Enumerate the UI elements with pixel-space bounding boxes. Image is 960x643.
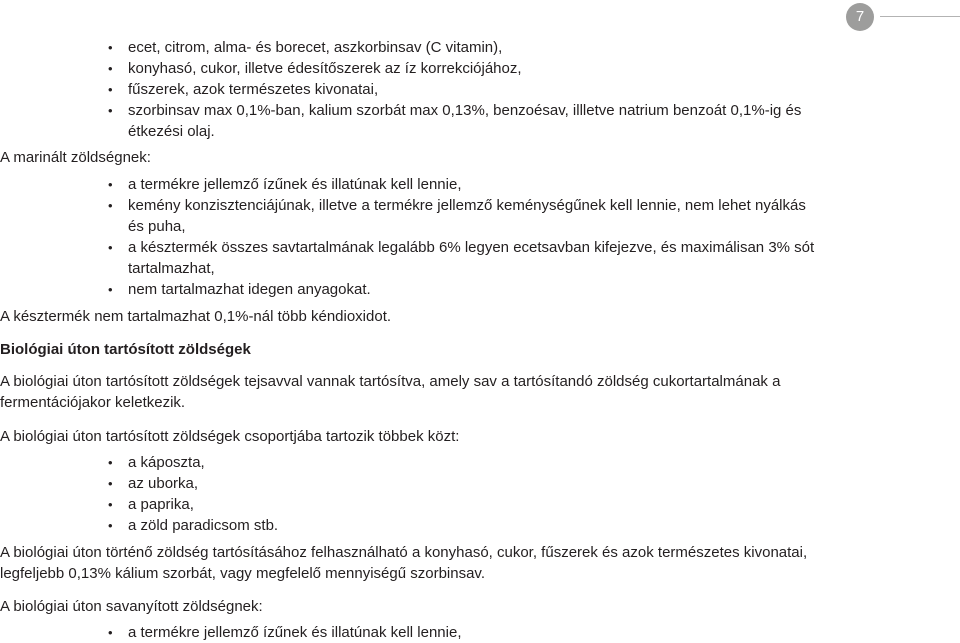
page-number-badge: 7 — [846, 3, 874, 31]
bullet-icon: • — [108, 240, 113, 255]
section-heading: Biológiai úton tartósított zöldségek — [0, 341, 251, 358]
bullet-icon: • — [108, 177, 113, 192]
bullet-icon: • — [108, 40, 113, 55]
list-item: szorbinsav max 0,1%-ban, kalium szorbát max 0,13%, benzoésav, illletve natrium benzoát 0,1%-ig és — [128, 102, 802, 119]
paragraph-line: fermentációjakor keletkezik. — [0, 394, 186, 411]
header-rule — [880, 16, 960, 17]
paragraph-line: A biológiai úton tartósított zöldségek tejsavval vannak tartósítva, amely sav a tartósítandó zöldség cukortartalmának a — [0, 373, 781, 390]
bullet-icon: • — [108, 282, 113, 297]
list-item: kemény konzisztenciájúnak, illetve a termékre jellemző keménységűnek kell lennie, nem lehet nyálkás — [128, 197, 806, 214]
bullet-icon: • — [108, 103, 113, 118]
bullet-icon: • — [108, 198, 113, 213]
bullet-icon: • — [108, 455, 113, 470]
list-item: fűszerek, azok természetes kivonatai, — [128, 81, 379, 98]
list-item: a káposzta, — [128, 454, 205, 471]
list-item: konyhasó, cukor, illetve édesítőszerek az íz korrekciójához, — [128, 60, 522, 77]
list-item: ecet, citrom, alma- és borecet, aszkorbinsav (C vitamin), — [128, 39, 503, 56]
bullet-icon: • — [108, 476, 113, 491]
bullet-icon: • — [108, 625, 113, 640]
bullet-icon: • — [108, 82, 113, 97]
paragraph-line: A biológiai úton történő zöldség tartósításához felhasználható a konyhasó, cukor, fűszerek és azok természetes kivonatai, — [0, 544, 808, 561]
paragraph-line: A biológiai úton tartósított zöldségek csoportjába tartozik többek közt: — [0, 428, 460, 445]
list-item-continuation: tartalmazhat, — [128, 260, 215, 277]
paragraph-line: legfeljebb 0,13% kálium szorbát, vagy megfelelő mennyiségű szorbinsav. — [0, 565, 485, 582]
list-item: az uborka, — [128, 475, 199, 492]
sulfur-note: A késztermék nem tartalmazhat 0,1%-nál több kéndioxidot. — [0, 308, 392, 325]
list-item: a termékre jellemző ízűnek és illatúnak kell lennie, — [128, 624, 462, 641]
list-item: a paprika, — [128, 496, 194, 513]
list-item: nem tartalmazhat idegen anyagokat. — [128, 281, 371, 298]
paragraph-line: A biológiai úton savanyított zöldségnek: — [0, 598, 263, 615]
list-item: a zöld paradicsom stb. — [128, 517, 279, 534]
bullet-icon: • — [108, 497, 113, 512]
list-item-continuation: és puha, — [128, 218, 186, 235]
bullet-icon: • — [108, 61, 113, 76]
list-item: a termékre jellemző ízűnek és illatúnak kell lennie, — [128, 176, 462, 193]
bullet-icon: • — [108, 518, 113, 533]
list-item-continuation: étkezési olaj. — [128, 123, 215, 140]
marinated-label: A marinált zöldségnek: — [0, 149, 151, 166]
list-item: a késztermék összes savtartalmának legalább 6% legyen ecetsavban kifejezve, és maximálisan 3% sót — [128, 239, 815, 256]
